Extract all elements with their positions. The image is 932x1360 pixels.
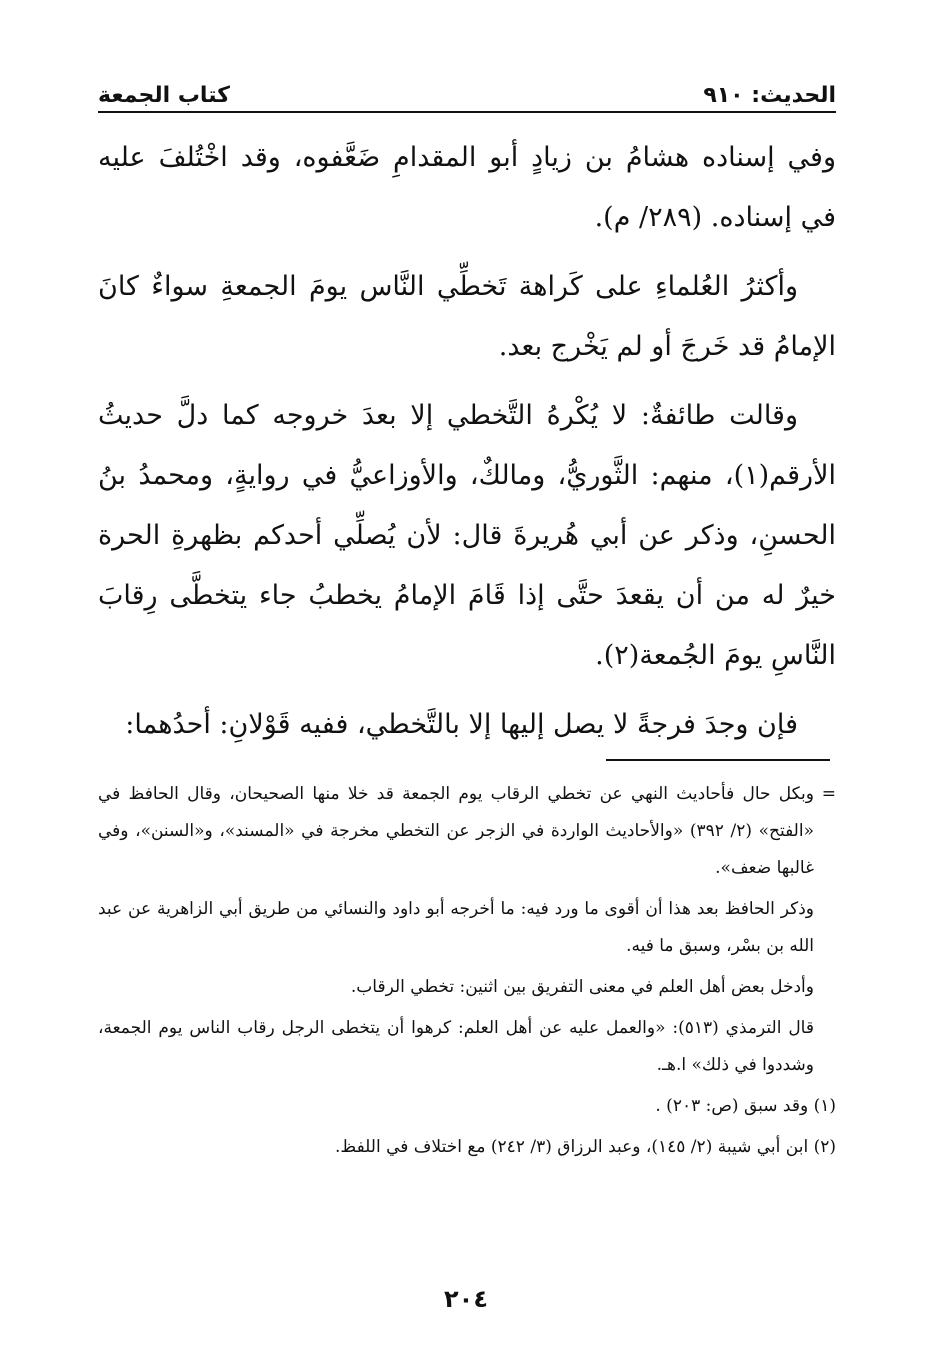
body-paragraph: وقالت طائفةٌ: لا يُكْرهُ التَّخطي إلا بعدَ خروجه كما دلَّ حديثُ الأرقم(١)، منهم: الثَّوريُّ، ومالكٌ، والأوزاعيُّ في روايةٍ، ومحمدُ بنُ الحسنِ، وذكر عن أبي هُريرةَ قال: لأن يُصلِّي أحدكم بظهرةِ الحرة خيرٌ له من أن يقعدَ حتَّى إذا قَامَ الإمامُ يخطبُ جاء يتخطَّى رِقابَ النَّاسِ يومَ الجُمعة(٢).	[98, 400, 836, 671]
book-title: كتاب الجمعة	[98, 83, 230, 108]
body-paragraph: وأكثرُ العُلماءِ على كَراهة تَخطِّي النَّاس يومَ الجمعةِ سواءٌ كانَ الإمامُ قد خَرجَ أو لم يَخْرج بعد.	[98, 271, 836, 362]
footnote-continuation-text: وبكل حال فأحاديث النهي عن تخطي الرقاب يوم الجمعة قد خلا منها الصحيحان، وقال الحافظ في «الفتح» (٢/ ٣٩٢) «والأحاديث الواردة في الزجر عن التخطي مخرجة في «المسند»، و«السنن»، وفي غالبها ضعف».	[98, 784, 814, 878]
footnote-note: وأدخل بعض أهل العلم في معنى التفريق بين اثنين: تخطي الرقاب.	[350, 977, 814, 997]
footnote-note: قال الترمذي (٥١٣): «والعمل عليه عن أهل العلم: كرهوا أن يتخطى الرجل رقاب الناس يوم الجمعة، وشددوا في ذلك» ا.هـ.	[98, 1018, 814, 1075]
body-paragraph: وفي إسناده هشامُ بن زيادٍ أبو المقدامِ ضَعَّفوه، وقد اخْتُلفَ عليه في إسناده. (٢٨٩/ م).	[98, 142, 836, 233]
hadith-number-label: الحديث: ٩١٠	[703, 83, 836, 108]
footnote-continuation	[98, 776, 836, 887]
header-divider	[98, 111, 836, 113]
running-header	[98, 68, 836, 108]
page-number: ٢٠٤	[444, 1285, 488, 1313]
footnote-2: (٢) ابن أبي شيبة (٢/ ١٤٥)، وعبد الرزاق (٣/ ٢٤٢) مع اختلاف في اللفظ.	[335, 1137, 836, 1157]
footnote-divider	[606, 759, 830, 761]
continuation-mark: =	[821, 784, 836, 804]
footnote-1: (١) وقد سبق (ص: ٢٠٣) .	[655, 1096, 836, 1116]
footnotes	[98, 776, 836, 1170]
main-text	[98, 128, 836, 764]
body-paragraph: فإن وجدَ فرجةً لا يصل إليها إلا بالتَّخطي، ففيه قَوْلانِ: أحدُهما:	[125, 709, 798, 740]
footnote-note: وذكر الحافظ بعد هذا أن أقوى ما ورد فيه: ما أخرجه أبو داود والنسائي من طريق أبي الزاهرية عن عبد الله بن بسْر، وسبق ما فيه.	[98, 899, 814, 956]
